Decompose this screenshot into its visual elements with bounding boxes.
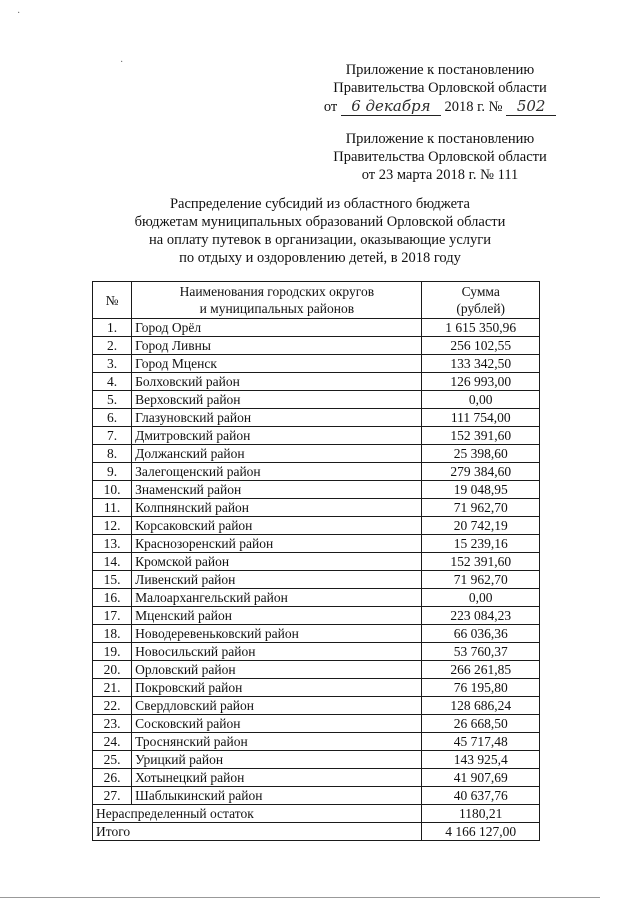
district-name: Знаменский район [132, 481, 422, 499]
table-row [93, 679, 540, 697]
handwritten-date: 6 декабря [341, 97, 441, 116]
subsidy-sum: 256 102,55 [422, 337, 540, 355]
remainder-label: Нераспределенный остаток [93, 805, 422, 823]
table-row [93, 445, 540, 463]
subsidy-sum: 41 907,69 [422, 769, 540, 787]
table-row [93, 409, 540, 427]
district-name: Дмитровский район [132, 427, 422, 445]
district-name: Залегощенский район [132, 463, 422, 481]
document-title [110, 195, 530, 267]
row-number: 22. [93, 697, 132, 715]
district-name: Покровский район [132, 679, 422, 697]
district-name: Корсаковский район [132, 517, 422, 535]
district-name: Свердловский район [132, 697, 422, 715]
district-name: Город Мценск [132, 355, 422, 373]
subsidy-sum: 0,00 [422, 589, 540, 607]
title-line-1: Распределение субсидий из областного бюджета [169, 196, 470, 212]
header-sum-line-2: (рублей) [456, 301, 506, 316]
header-orig-line-3: от 23 марта 2018 г. № 111 [361, 167, 519, 183]
header-name [132, 282, 422, 319]
table-row [93, 769, 540, 787]
subsidy-sum: 152 391,60 [422, 553, 540, 571]
subsidy-sum: 128 686,24 [422, 697, 540, 715]
district-name: Глазуновский район [132, 409, 422, 427]
table-row [93, 517, 540, 535]
subsidy-sum: 266 261,85 [422, 661, 540, 679]
row-number: 11. [93, 499, 132, 517]
row-number: 6. [93, 409, 132, 427]
row-number: 27. [93, 787, 132, 805]
subsidy-sum: 71 962,70 [422, 571, 540, 589]
header-orig-line-1: Приложение к постановлению [345, 131, 535, 147]
table-row [93, 427, 540, 445]
subsidy-sum: 40 637,76 [422, 787, 540, 805]
table-row [93, 355, 540, 373]
row-number: 16. [93, 589, 132, 607]
table-row [93, 319, 540, 337]
table-row [93, 643, 540, 661]
row-number: 21. [93, 679, 132, 697]
header-name-line-2: и муниципальных районов [199, 301, 355, 316]
subsidy-sum: 19 048,95 [422, 481, 540, 499]
header-date-line [300, 97, 580, 116]
district-name: Верховский район [132, 391, 422, 409]
district-name: Урицкий район [132, 751, 422, 769]
row-number: 19. [93, 643, 132, 661]
header-orig-line-2: Правительства Орловской области [333, 149, 547, 165]
district-name: Новосильский район [132, 643, 422, 661]
row-number: 3. [93, 355, 132, 373]
row-number: 25. [93, 751, 132, 769]
subsidy-sum: 223 084,23 [422, 607, 540, 625]
row-number: 5. [93, 391, 132, 409]
row-number: 15. [93, 571, 132, 589]
subsidy-sum: 71 962,70 [422, 499, 540, 517]
table-row [93, 553, 540, 571]
header-line-1: Приложение к постановлению [345, 62, 535, 78]
district-name: Мценский район [132, 607, 422, 625]
subsidy-sum: 53 760,37 [422, 643, 540, 661]
row-number: 23. [93, 715, 132, 733]
table-row [93, 697, 540, 715]
header-sum [422, 282, 540, 319]
header-year-text: 2018 г. № [444, 99, 503, 115]
table-row [93, 589, 540, 607]
row-number: 8. [93, 445, 132, 463]
remainder-sum: 1180,21 [422, 805, 540, 823]
table-row [93, 625, 540, 643]
remainder-row [93, 805, 540, 823]
table-row [93, 661, 540, 679]
subsidy-sum: 133 342,50 [422, 355, 540, 373]
row-number: 2. [93, 337, 132, 355]
subsidy-sum: 15 239,16 [422, 535, 540, 553]
district-name: Новодеревеньковский район [132, 625, 422, 643]
district-name: Краснозоренский район [132, 535, 422, 553]
row-number: 10. [93, 481, 132, 499]
district-name: Город Ливны [132, 337, 422, 355]
row-number: 9. [93, 463, 132, 481]
district-name: Колпнянский район [132, 499, 422, 517]
district-name: Кромской район [132, 553, 422, 571]
header-no: № [93, 282, 132, 319]
row-number: 14. [93, 553, 132, 571]
table-row [93, 463, 540, 481]
subsidy-table [92, 281, 540, 841]
district-name: Должанский район [132, 445, 422, 463]
table-row [93, 715, 540, 733]
table-header-row [93, 282, 540, 319]
table-row [93, 499, 540, 517]
district-name: Сосковский район [132, 715, 422, 733]
title-line-4: по отдыху и оздоровлению детей, в 2018 году [179, 250, 461, 266]
table-row [93, 787, 540, 805]
total-row [93, 823, 540, 841]
row-number: 24. [93, 733, 132, 751]
table-body [93, 319, 540, 805]
district-name: Город Орёл [132, 319, 422, 337]
scan-dot: · [17, 8, 21, 19]
row-number: 1. [93, 319, 132, 337]
total-label: Итого [93, 823, 422, 841]
header-current-appendix [300, 61, 580, 116]
header-date-prefix: от [323, 99, 338, 115]
row-number: 12. [93, 517, 132, 535]
subsidy-sum: 45 717,48 [422, 733, 540, 751]
subsidy-sum: 279 384,60 [422, 463, 540, 481]
district-name: Малоархангельский район [132, 589, 422, 607]
title-line-2: бюджетам муниципальных образований Орловской области [134, 214, 506, 230]
header-name-line-1: Наименования городских округов [179, 284, 375, 299]
header-original-appendix [300, 130, 580, 184]
table-row [93, 373, 540, 391]
subsidy-sum: 111 754,00 [422, 409, 540, 427]
table-row [93, 751, 540, 769]
scan-bottom-edge [0, 897, 600, 898]
table-row [93, 571, 540, 589]
table-row [93, 391, 540, 409]
row-number: 26. [93, 769, 132, 787]
row-number: 13. [93, 535, 132, 553]
row-number: 17. [93, 607, 132, 625]
district-name: Троснянский район [132, 733, 422, 751]
table-row [93, 607, 540, 625]
district-name: Орловский район [132, 661, 422, 679]
subsidy-sum: 25 398,60 [422, 445, 540, 463]
subsidy-sum: 126 993,00 [422, 373, 540, 391]
header-sum-line-1: Сумма [461, 284, 500, 299]
table-row [93, 733, 540, 751]
scan-dot: · [120, 57, 124, 68]
title-line-3: на оплату путевок в организации, оказывающие услуги [149, 232, 491, 248]
subsidy-sum: 152 391,60 [422, 427, 540, 445]
subsidy-sum: 26 668,50 [422, 715, 540, 733]
subsidy-sum: 66 036,36 [422, 625, 540, 643]
row-number: 20. [93, 661, 132, 679]
subsidy-sum: 143 925,4 [422, 751, 540, 769]
row-number: 4. [93, 373, 132, 391]
table-row [93, 481, 540, 499]
subsidy-sum: 20 742,19 [422, 517, 540, 535]
district-name: Шаблыкинский район [132, 787, 422, 805]
table-row [93, 535, 540, 553]
district-name: Хотынецкий район [132, 769, 422, 787]
row-number: 7. [93, 427, 132, 445]
district-name: Ливенский район [132, 571, 422, 589]
district-name: Болховский район [132, 373, 422, 391]
subsidy-sum: 1 615 350,96 [422, 319, 540, 337]
subsidy-sum: 76 195,80 [422, 679, 540, 697]
row-number: 18. [93, 625, 132, 643]
header-line-2: Правительства Орловской области [333, 80, 547, 96]
total-sum: 4 166 127,00 [422, 823, 540, 841]
table-row [93, 337, 540, 355]
subsidy-sum: 0,00 [422, 391, 540, 409]
handwritten-number: 502 [506, 97, 556, 116]
